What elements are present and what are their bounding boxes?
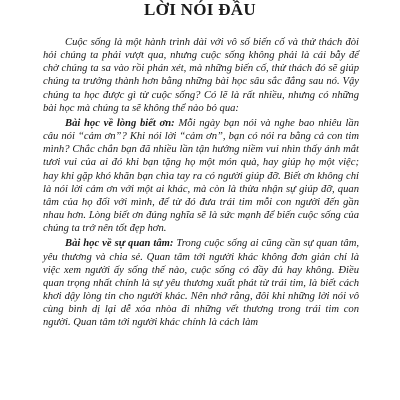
page-title: LỜI NÓI ĐẦU bbox=[144, 0, 256, 19]
lesson-paragraph-gratitude bbox=[43, 117, 359, 235]
lesson-paragraph-care bbox=[43, 237, 359, 329]
lesson-text-care: Trong cuộc sống ai cũng cần sự quan tâm, yêu thương và chia sẻ. Quan tâm tới người khác không đơn giản chỉ là việc xem người ấy sống thế nào, cuộc sống có đầy đủ hay không. Điều quan trọng nhất chính là sự yêu thương xuất phát từ trái tim, là biết cách khơi dậy lòng tin cho người khác. Nên nhớ rằng, đôi khi những lời nói vô cùng bình dị lại dễ xóa nhòa đi những vết thương trong trái tim con người. Quan tâm tới người khác chính là cách làm bbox=[43, 238, 359, 329]
body-text bbox=[43, 36, 359, 329]
lesson-label-gratitude: Bài học về lòng biết ơn: bbox=[65, 117, 175, 129]
lesson-text-gratitude: Mỗi ngày bạn nói và nghe bao nhiêu lần câu nói “cảm ơn”? Khi nói lời “cảm ơn”, bạn có nói ra bằng cả con tim mình? Chắc chắn bạn đã nhiều lần tận hưởng niềm vui nhìn thấy ánh mắt tươi vui của ai đó khi bạn tặng họ một món quà, hay giúp họ một việc; hay khi gặp khó khăn bạn chìa tay ra có người giúp đỡ. Biết ơn không chỉ là nói lời cảm ơn với một ai khác, mà còn là thừa nhận sự giúp đỡ, quan tâm của họ đối với mình, để từ đó đưa trái tim mỗi con người đến gần nhau hơn. Lòng biết ơn đúng nghĩa sẽ là sức mạnh để biến cuộc sống của chúng ta trở nên tốt đẹp hơn. bbox=[43, 117, 359, 235]
intro-paragraph: Cuộc sống là một hành trình dài với vô số biến cố và thử thách đòi hỏi chúng ta phải vượt qua, nhưng cuộc sống không phải là cái bẫy để chờ chúng ta sa vào rồi phán xét, mà những biến cố, thử thách đó sẽ giúp chúng ta trưởng thành hơn bằng những bài học sâu sắc đắng sau nó. Vậy chúng ta học được gì từ cuộc sống? Có lẽ là rất nhiều, nhưng có những bài học mà chúng ta sẽ không thể nào bỏ qua: bbox=[43, 37, 359, 114]
lesson-label-care: Bài học về sự quan tâm: bbox=[65, 238, 174, 250]
